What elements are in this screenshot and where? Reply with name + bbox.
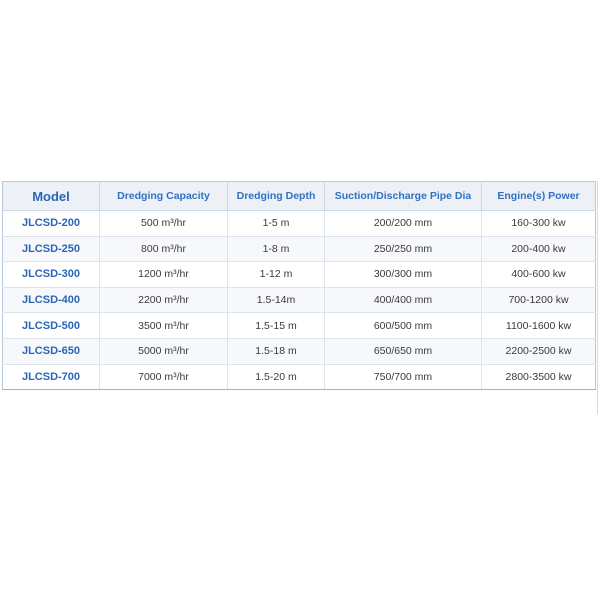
cell-depth: 1-8 m: [228, 236, 325, 262]
cell-model: JLCSD-500: [3, 313, 100, 339]
cell-model: JLCSD-250: [3, 236, 100, 262]
header-dredging-capacity: Dredging Capacity: [100, 182, 228, 211]
cell-model: JLCSD-700: [3, 364, 100, 390]
table-row: [3, 211, 596, 237]
cell-power: 700-1200 kw: [482, 287, 596, 313]
table-header: [3, 182, 596, 211]
cell-power: 400-600 kw: [482, 262, 596, 288]
header-pipe-dia: Suction/Discharge Pipe Dia: [325, 182, 482, 211]
cell-power: 2800-3500 kw: [482, 364, 596, 390]
cell-model: JLCSD-400: [3, 287, 100, 313]
cell-pipe-dia: 200/200 mm: [325, 211, 482, 237]
header-model: Model: [3, 182, 100, 211]
header-row: [3, 182, 596, 211]
cell-pipe-dia: 600/500 mm: [325, 313, 482, 339]
cell-depth: 1-5 m: [228, 211, 325, 237]
cell-pipe-dia: 400/400 mm: [325, 287, 482, 313]
cell-capacity: 500 m³/hr: [100, 211, 228, 237]
table-row: [3, 236, 596, 262]
table-row: [3, 338, 596, 364]
cell-power: 1100-1600 kw: [482, 313, 596, 339]
cell-depth: 1.5-14m: [228, 287, 325, 313]
cell-capacity: 7000 m³/hr: [100, 364, 228, 390]
cell-power: 200-400 kw: [482, 236, 596, 262]
header-dredging-depth: Dredging Depth: [228, 182, 325, 211]
right-edge-line: [597, 181, 598, 414]
cell-model: JLCSD-200: [3, 211, 100, 237]
cell-capacity: 2200 m³/hr: [100, 287, 228, 313]
cell-pipe-dia: 750/700 mm: [325, 364, 482, 390]
cell-depth: 1.5-15 m: [228, 313, 325, 339]
header-engine-power: Engine(s) Power: [482, 182, 596, 211]
cell-pipe-dia: 650/650 mm: [325, 338, 482, 364]
cell-model: JLCSD-300: [3, 262, 100, 288]
cell-capacity: 3500 m³/hr: [100, 313, 228, 339]
table-row: [3, 364, 596, 390]
cell-capacity: 5000 m³/hr: [100, 338, 228, 364]
cell-depth: 1-12 m: [228, 262, 325, 288]
cell-power: 2200-2500 kw: [482, 338, 596, 364]
cell-capacity: 1200 m³/hr: [100, 262, 228, 288]
table-row: [3, 313, 596, 339]
table-row: [3, 287, 596, 313]
cell-power: 160-300 kw: [482, 211, 596, 237]
cell-pipe-dia: 250/250 mm: [325, 236, 482, 262]
cell-depth: 1.5-20 m: [228, 364, 325, 390]
cell-capacity: 800 m³/hr: [100, 236, 228, 262]
dredger-spec-table: [2, 181, 596, 390]
cell-depth: 1.5-18 m: [228, 338, 325, 364]
table-row: [3, 262, 596, 288]
table-body: [3, 211, 596, 390]
cell-pipe-dia: 300/300 mm: [325, 262, 482, 288]
cell-model: JLCSD-650: [3, 338, 100, 364]
